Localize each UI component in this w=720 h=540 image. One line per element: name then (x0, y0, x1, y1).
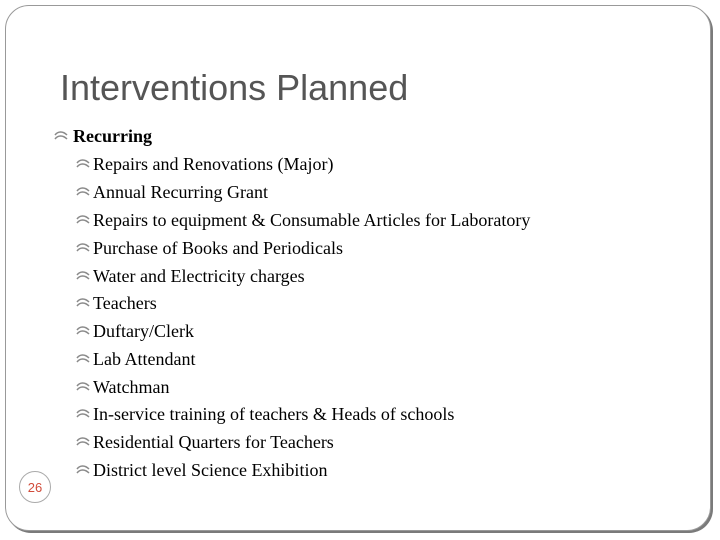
slide-number: 26 (19, 471, 51, 503)
curved-bullet-icon (76, 297, 90, 309)
list-item-label: Repairs to equipment & Consumable Articles for Laboratory (93, 210, 531, 230)
list-item-label: Lab Attendant (93, 349, 196, 369)
list-item (76, 403, 454, 425)
curved-bullet-icon (76, 214, 90, 226)
list-item-label: Duftary/Clerk (93, 321, 194, 341)
curved-bullet-icon (76, 270, 90, 282)
list-item-label: In-service training of teachers & Heads of schools (93, 404, 455, 424)
curved-bullet-icon (76, 242, 90, 254)
list-item-label: Water and Electricity charges (93, 266, 305, 286)
curved-bullet-icon (76, 158, 90, 170)
curved-bullet-icon (76, 381, 90, 393)
curved-bullet-icon (76, 353, 90, 365)
bullet-recurring (54, 125, 152, 147)
curved-bullet-icon (76, 464, 90, 476)
list-item (76, 459, 327, 481)
list-item-label: Repairs and Renovations (Major) (93, 154, 334, 174)
curved-bullet-icon (76, 436, 90, 448)
curved-bullet-icon (54, 130, 68, 142)
list-item (76, 320, 194, 342)
list-item (76, 431, 334, 453)
curved-bullet-icon (76, 408, 90, 420)
curved-bullet-icon (76, 186, 90, 198)
list-item (76, 181, 268, 203)
list-item-label: Watchman (93, 377, 170, 397)
list-item (76, 265, 305, 287)
list-item-label: Annual Recurring Grant (93, 182, 268, 202)
list-item-label: Residential Quarters for Teachers (93, 432, 334, 452)
list-item-label: Teachers (93, 293, 157, 313)
slide-title: Interventions Planned (60, 67, 409, 108)
list-item-label: District level Science Exhibition (93, 460, 328, 480)
list-item (76, 237, 343, 259)
list-item (76, 209, 530, 231)
list-item (76, 153, 333, 175)
bullet-recurring-label: Recurring (73, 126, 152, 146)
list-item-label: Purchase of Books and Periodicals (93, 238, 343, 258)
list-item (76, 348, 195, 370)
list-item (76, 292, 157, 314)
slide (5, 5, 711, 531)
curved-bullet-icon (76, 325, 90, 337)
list-item (76, 376, 170, 398)
